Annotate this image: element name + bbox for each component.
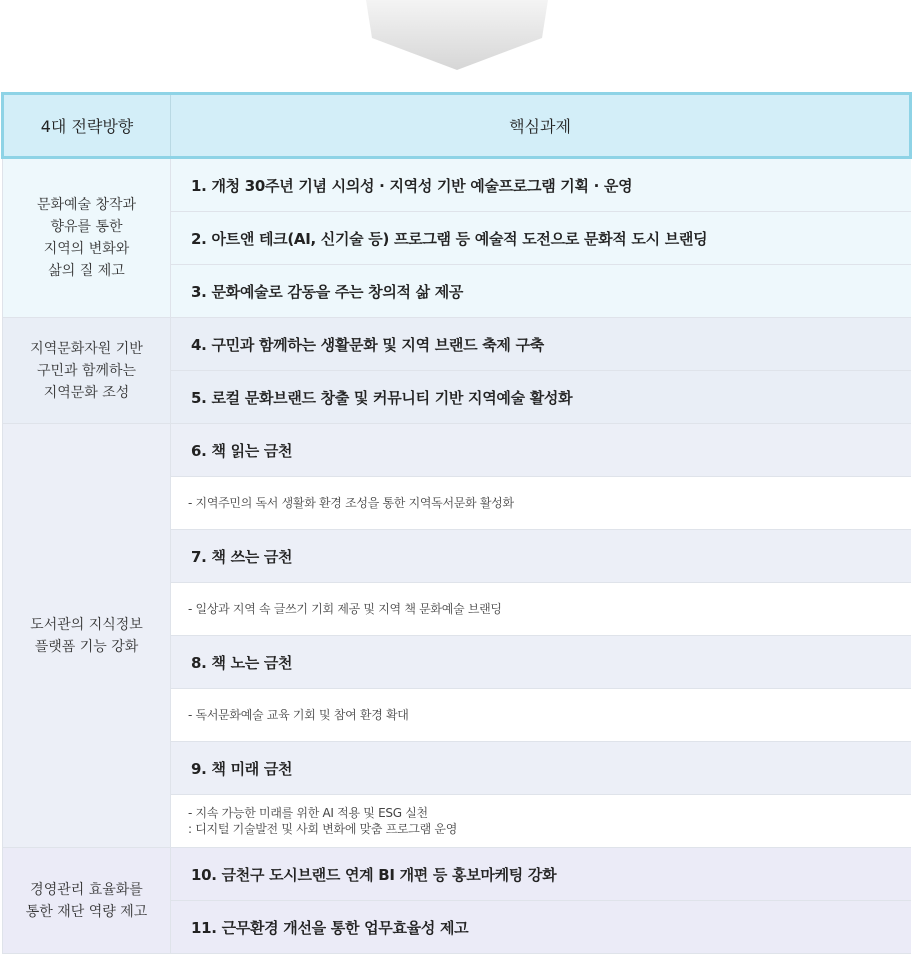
table-row <box>3 158 911 212</box>
table-row <box>3 318 911 371</box>
core-task-8-detail: - 독서문화예술 교육 기회 및 참여 환경 확대 <box>171 689 911 742</box>
core-task-8: 8. 책 노는 금천 <box>171 636 911 689</box>
core-task-1: 1. 개청 30주년 기념 시의성 · 지역성 기반 예술프로그램 기획 · 운영 <box>171 158 911 212</box>
core-task-10: 10. 금천구 도시브랜드 연계 BI 개편 등 홍보마케팅 강화 <box>171 848 911 901</box>
core-task-7-detail: - 일상과 지역 속 글쓰기 기회 제공 및 지역 책 문화예술 브랜딩 <box>171 583 911 636</box>
core-task-6: 6. 책 읽는 금천 <box>171 424 911 477</box>
core-task-4: 4. 구민과 함께하는 생활문화 및 지역 브랜드 축제 구축 <box>171 318 911 371</box>
core-task-9: 9. 책 미래 금천 <box>171 742 911 795</box>
core-task-6-detail: - 지역주민의 독서 생활화 환경 조성을 통한 지역독서문화 활성화 <box>171 477 911 530</box>
header-strategy-direction: 4대 전략방향 <box>3 94 171 158</box>
strategy-direction-1: 문화예술 창작과 향유를 통한 지역의 변화와 삶의 질 제고 <box>3 158 171 318</box>
strategy-direction-2: 지역문화자원 기반 구민과 함께하는 지역문화 조성 <box>3 318 171 424</box>
core-task-7: 7. 책 쓰는 금천 <box>171 530 911 583</box>
strategy-table <box>1 92 912 954</box>
header-core-tasks: 핵심과제 <box>171 94 911 158</box>
core-task-11: 11. 근무환경 개선을 통한 업무효율성 제고 <box>171 901 911 954</box>
core-task-3: 3. 문화예술로 감동을 주는 창의적 삶 제공 <box>171 265 911 318</box>
core-task-9-detail: - 지속 가능한 미래를 위한 AI 적용 및 ESG 실천 : 디지털 기술발전 및 사회 변화에 맞춤 프로그램 운영 <box>171 795 911 848</box>
strategy-direction-4: 경영관리 효율화를 통한 재단 역량 제고 <box>3 848 171 954</box>
table-header-row <box>3 94 911 158</box>
core-task-2: 2. 아트앤 테크(AI, 신기술 등) 프로그램 등 예술적 도전으로 문화적 도시 브랜딩 <box>171 212 911 265</box>
down-arrow-area <box>0 0 913 92</box>
strategy-direction-3: 도서관의 지식정보 플랫폼 기능 강화 <box>3 424 171 848</box>
table-row <box>3 848 911 901</box>
core-task-5: 5. 로컬 문화브랜드 창출 및 커뮤니티 기반 지역예술 활성화 <box>171 371 911 424</box>
table-row <box>3 424 911 477</box>
down-arrow-icon <box>366 0 548 72</box>
